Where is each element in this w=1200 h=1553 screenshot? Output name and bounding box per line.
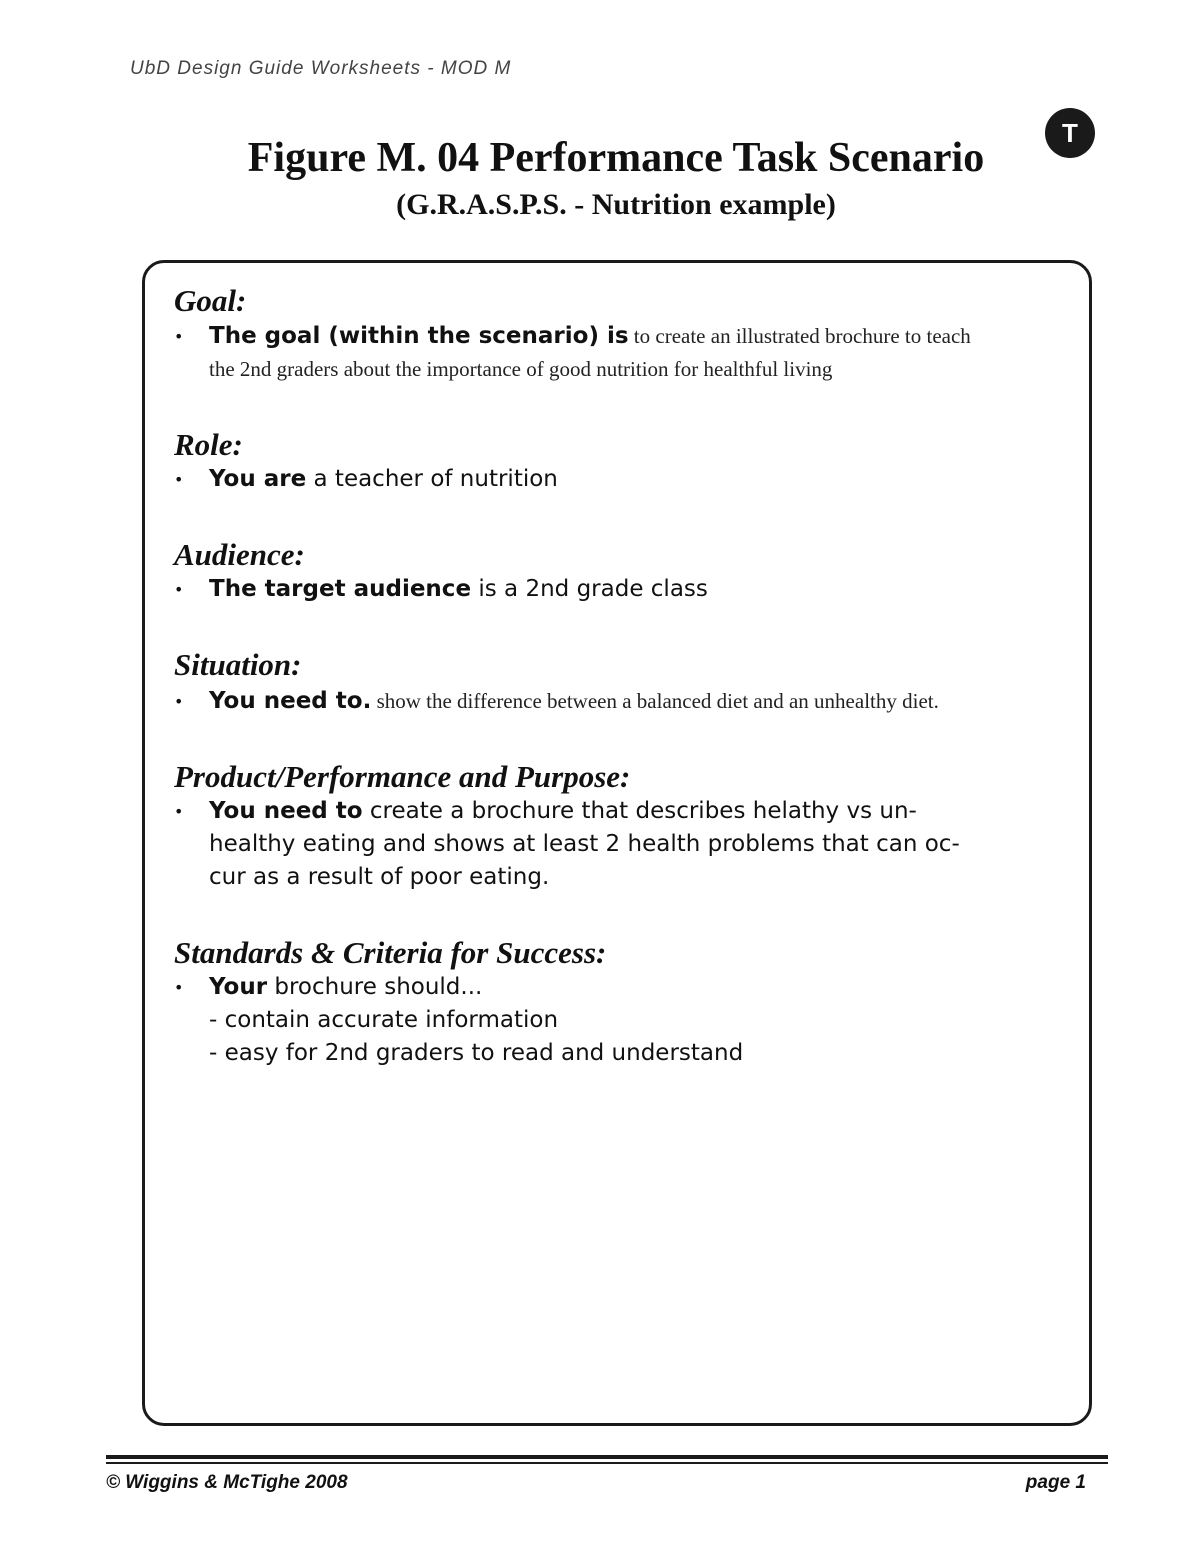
- audience-lead: The target audience: [209, 576, 472, 602]
- product-text-line3: cur as a result of poor eating.: [209, 864, 550, 890]
- bullet-icon: •: [174, 802, 184, 821]
- situation-text: show the difference between a balanced diet and an unhealthy diet.: [371, 689, 939, 713]
- goal-item: [174, 320, 1054, 386]
- role-lead: You are: [209, 466, 307, 492]
- bullet-icon: •: [174, 978, 184, 997]
- role-item: [174, 463, 1054, 496]
- bullet-icon: •: [174, 692, 184, 711]
- teacher-badge: T: [1045, 108, 1095, 158]
- goal-heading: Goal:: [174, 283, 247, 318]
- goal-text-line2: the 2nd graders about the importance of good nutrition for healthful living: [209, 357, 833, 381]
- product-item: [174, 795, 1054, 894]
- footer-rule-thin: [106, 1462, 1108, 1464]
- product-text-line1: create a brochure that describes helathy vs un-: [362, 798, 917, 824]
- running-header: UbD Design Guide Worksheets - MOD M: [130, 58, 512, 79]
- product-heading: Product/Performance and Purpose:: [174, 759, 631, 794]
- situation-item: [174, 685, 1054, 718]
- page-number: page 1: [1025, 1472, 1086, 1493]
- bullet-icon: •: [174, 580, 184, 599]
- goal-lead: The goal (within the scenario) is: [209, 323, 629, 349]
- standards-item: [174, 971, 1054, 1070]
- standards-heading: Standards & Criteria for Success:: [174, 935, 607, 970]
- criteria-item: - easy for 2nd graders to read and understand: [209, 1040, 744, 1066]
- audience-item: [174, 573, 1054, 606]
- page-subtitle: (G.R.A.S.P.S. - Nutrition example): [396, 188, 836, 221]
- situation-heading: Situation:: [174, 647, 302, 682]
- bullet-icon: •: [174, 327, 184, 346]
- footer-rule: [106, 1455, 1108, 1459]
- role-heading: Role:: [174, 427, 243, 462]
- goal-text-line1: to create an illustrated brochure to teach: [628, 324, 971, 348]
- audience-heading: Audience:: [174, 537, 305, 572]
- standards-text: brochure should...: [267, 974, 483, 1000]
- product-text-line2: healthy eating and shows at least 2 health problems that can oc-: [209, 831, 960, 857]
- product-lead: You need to: [209, 798, 363, 824]
- audience-text: is a 2nd grade class: [471, 576, 708, 602]
- page-title: Figure M. 04 Performance Task Scenario: [247, 135, 985, 181]
- bullet-icon: •: [174, 470, 184, 489]
- standards-lead: Your: [209, 974, 268, 1000]
- copyright: © Wiggins & McTighe 2008: [106, 1472, 348, 1493]
- criteria-item: - contain accurate information: [209, 1007, 559, 1033]
- situation-lead: You need to.: [209, 688, 372, 714]
- role-text: a teacher of nutrition: [306, 466, 558, 492]
